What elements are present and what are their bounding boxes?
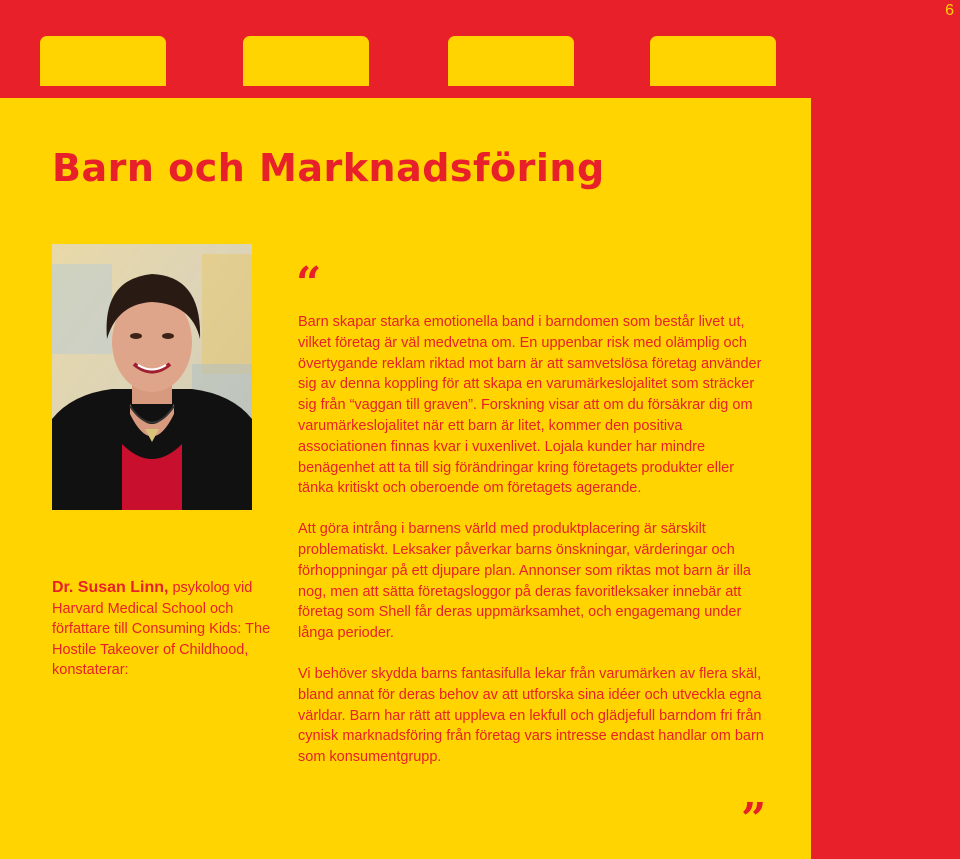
page-title: Barn och Marknadsföring <box>52 146 605 190</box>
portrait-photo <box>52 244 252 510</box>
caption-name: Dr. Susan Linn, <box>52 579 169 596</box>
page-number: 6 <box>945 2 954 19</box>
open-quote-icon: “ <box>296 258 322 309</box>
decorative-tab <box>448 36 574 86</box>
quote-body <box>298 312 768 788</box>
quote-paragraph: Barn skapar starka emotionella band i barndomen som består livet ut, vilket företag är väl medvetna om. En uppenbar risk med olämplig och övertygande reklam riktad mot barn är att samvetslösa företag använder sig av denna koppling för att skapa en varumärkeslojalitet som sträcker sig från “vaggan till graven”. Forskning visar att om du försäkrar dig om varumärkeslojalitet när ett barn är litet, kommer den positiva associationen finnas kvar i vuxenlivet. Lojala kunder har mindre benägenhet att ta till sig förändringar kring företagets produkter eller tänka kritiskt och oberoende om företagets agerande. <box>298 314 762 497</box>
decorative-tab <box>650 36 776 86</box>
photo-caption <box>52 578 280 681</box>
decorative-tab <box>243 36 369 86</box>
quote-paragraph: Vi behöver skydda barns fantasifulla lekar från varumärken av flera skäl, bland annat för deras behov av att utforska sina idéer och utveckla egna världar. Barn har rätt att uppleva en lekfull och glädjefull barndom fri från cynisk marknadsföring från företag vars intresse endast handlar om barn som konsumentgrupp. <box>298 665 764 766</box>
close-quote-icon: ” <box>741 794 767 845</box>
caption-text: psykolog vid Harvard Medical School och författare till Consuming Kids: The Hostile Takeover of Childhood, konstaterar: <box>52 580 271 678</box>
quote-paragraph: Att göra intrång i barnens värld med produktplacering är särskilt problematiskt. Leksaker påverkar barns önskningar, värderingar och förhoppningar på ett djupare plan. Annonser som riktas mot barn är illa nog, men att sätta företagsloggor på deras favoritleksaker innebär att företag som Shell får deras uppmärksamhet, och engagemang under långa perioder. <box>298 521 751 642</box>
decorative-tab <box>40 36 166 86</box>
